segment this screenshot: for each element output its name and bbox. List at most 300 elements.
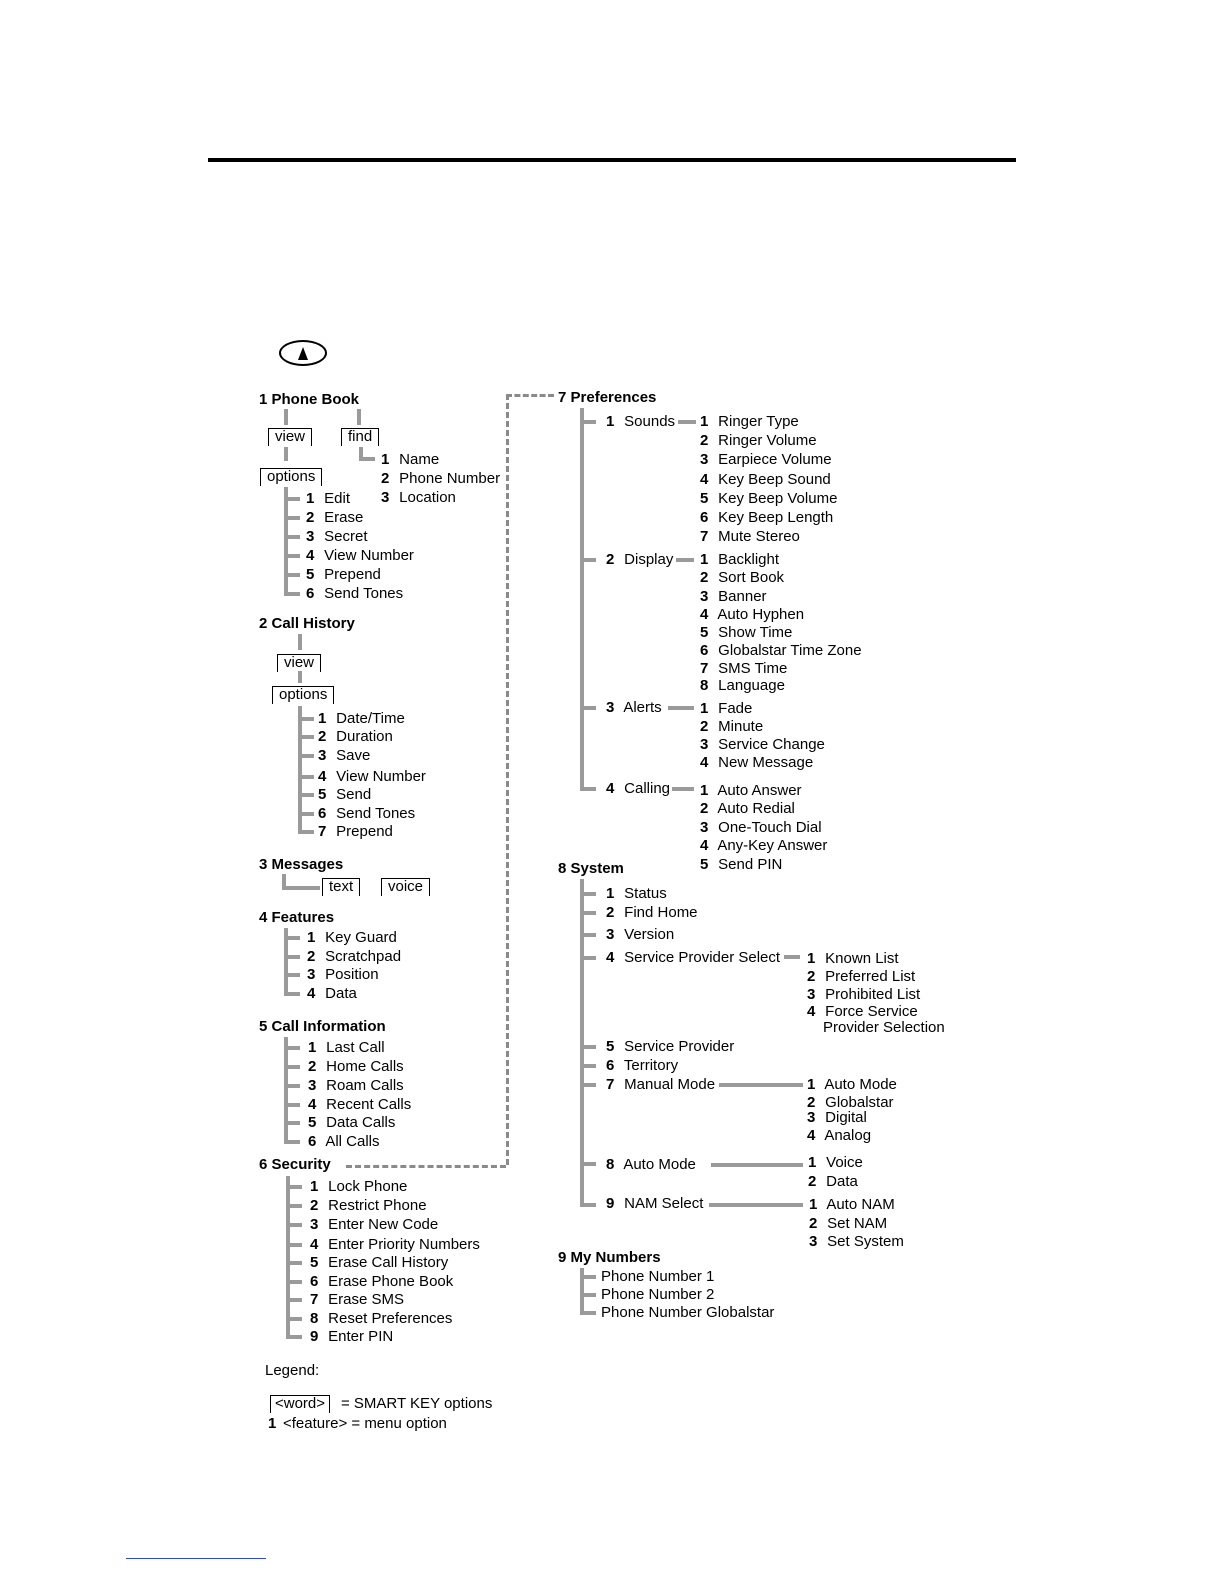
connector — [298, 634, 302, 650]
alerts-item-1 — [700, 700, 752, 718]
menu-item-number: 3 — [310, 1216, 319, 1233]
menu-item-label: Mute Stereo — [714, 528, 800, 545]
dashed-connector — [506, 394, 509, 1165]
connector — [284, 573, 300, 577]
call-info-item-5 — [308, 1114, 395, 1132]
menu-item-number: 1 — [808, 1154, 817, 1171]
legend-smart-key-sample: <word> — [270, 1395, 330, 1413]
menu-item-label: Set System — [823, 1233, 904, 1250]
my-number-item: Phone Number 1 — [601, 1268, 715, 1285]
menu-item-label: Data Calls — [322, 1114, 396, 1131]
menu-item-label: Force Service — [821, 1003, 918, 1020]
sounds-item-2 — [700, 432, 817, 450]
menu-item-label: Globalstar Time Zone — [714, 642, 862, 659]
connector — [672, 787, 694, 791]
menu-item-label: Enter New Code — [324, 1216, 439, 1233]
connector — [286, 1204, 302, 1208]
menu-item-label: Restrict Phone — [324, 1197, 427, 1214]
menu-item-label: Duration — [332, 728, 393, 745]
feature-item-1 — [307, 929, 397, 947]
connector — [580, 1083, 596, 1087]
menu-item-number: 6 — [606, 1057, 615, 1074]
menu-item-number: 2 — [381, 470, 390, 487]
connector — [284, 535, 300, 539]
connector — [580, 892, 596, 896]
menu-item-number: 3 — [700, 819, 709, 836]
features-title: 4 Features — [259, 909, 335, 926]
menu-item-number: 7 — [310, 1291, 319, 1308]
menu-item-number: 3 — [807, 986, 816, 1003]
menu-item-label: Secret — [320, 528, 368, 545]
menu-item-label: Auto Mode — [821, 1076, 897, 1093]
menu-item-number: 4 — [700, 606, 709, 623]
menu-item-label: Service Provider — [620, 1038, 735, 1055]
menu-item-label: Name — [395, 451, 440, 468]
nam-item-3 — [809, 1233, 904, 1251]
menu-item-number: 3 — [807, 1109, 816, 1126]
call-history-option-1 — [318, 710, 405, 728]
menu-item-label: Calling — [620, 780, 671, 797]
menu-item-label: Enter PIN — [324, 1328, 394, 1345]
menu-item-label: Auto Answer — [714, 782, 802, 799]
connector — [784, 955, 800, 959]
menu-item-label: SMS Time — [714, 660, 788, 677]
menu-item-label: Location — [395, 489, 456, 506]
menu-item-number: 4 — [807, 1003, 816, 1020]
menu-item-label: Prepend — [332, 823, 393, 840]
call-history-option-4 — [318, 768, 426, 786]
menu-item-label: Voice — [822, 1154, 863, 1171]
menu-item-number: 5 — [606, 1038, 615, 1055]
connector — [580, 558, 596, 562]
connector — [284, 1046, 300, 1050]
menu-item-number: 1 — [307, 929, 316, 946]
feature-item-3 — [307, 966, 379, 984]
menu-item-number: 1 — [381, 451, 390, 468]
menu-item-label: Find Home — [620, 904, 698, 921]
menu-item-label: Edit — [320, 490, 351, 507]
menu-item-number: 1 — [606, 885, 615, 902]
find-item-2 — [381, 470, 500, 488]
call-info-item-1 — [308, 1039, 385, 1057]
call-history-option-2 — [318, 728, 393, 746]
footer-link-underline — [126, 1558, 266, 1559]
legend-title: Legend: — [265, 1362, 320, 1379]
menu-item-number: 4 — [700, 471, 709, 488]
find-item-3 — [381, 489, 456, 507]
menu-item-number: 9 — [606, 1195, 615, 1212]
menu-item-number: 1 — [807, 1076, 816, 1093]
connector — [286, 1176, 290, 1339]
menu-item-label: View Number — [332, 768, 426, 785]
system-item-5 — [606, 1038, 734, 1056]
connector — [298, 754, 314, 758]
smart-key-options: options — [272, 686, 334, 704]
connector — [284, 1084, 300, 1088]
menu-item-label: Ringer Type — [714, 413, 799, 430]
menu-item-number: 3 — [700, 736, 709, 753]
menu-item-label: NAM Select — [620, 1195, 704, 1212]
display-item-4 — [700, 606, 804, 624]
display-item-2 — [700, 569, 784, 587]
menu-item-number: 6 — [318, 805, 327, 822]
calling-item-4 — [700, 837, 827, 855]
connector — [580, 1162, 596, 1166]
connector — [298, 735, 314, 739]
phone-book-option-4 — [306, 547, 414, 565]
display-item-8 — [700, 677, 785, 695]
sounds-item-5 — [700, 490, 837, 508]
menu-item-label: Recent Calls — [322, 1096, 412, 1113]
menu-item-label: Send Tones — [320, 585, 404, 602]
auto-mode-item-1 — [808, 1154, 863, 1172]
call-history-option-5 — [318, 786, 371, 804]
connector — [298, 671, 302, 683]
legend-menu-desc: <feature> = menu option — [283, 1415, 447, 1432]
connector — [580, 911, 596, 915]
security-item-7 — [310, 1291, 404, 1309]
alerts-item-2 — [700, 718, 763, 736]
menu-item-label: Version — [620, 926, 675, 943]
menu-item-number: 4 — [308, 1096, 317, 1113]
menu-item-label: Key Beep Volume — [714, 490, 838, 507]
connector — [298, 830, 314, 834]
menu-item-number: 5 — [700, 490, 709, 507]
call-info-item-2 — [308, 1058, 404, 1076]
connector — [286, 1335, 302, 1339]
system-item-6 — [606, 1057, 678, 1075]
security-item-9 — [310, 1328, 393, 1346]
service-provider-select-submenu — [606, 949, 780, 967]
menu-item-number: 2 — [308, 1058, 317, 1075]
menu-item-label: Any-Key Answer — [714, 837, 828, 854]
connector — [298, 793, 314, 797]
menu-item-label: Send PIN — [714, 856, 783, 873]
menu-item-number: 1 — [700, 782, 709, 799]
feature-item-4 — [307, 985, 357, 1003]
calling-submenu — [606, 780, 670, 798]
connector — [284, 973, 300, 977]
menu-item-number: 2 — [606, 551, 615, 568]
menu-item-label: Phone Number — [395, 470, 501, 487]
menu-item-label: Status — [620, 885, 667, 902]
manual-mode-submenu — [606, 1076, 715, 1094]
menu-item-number: 5 — [306, 566, 315, 583]
menu-item-number: 4 — [310, 1236, 319, 1253]
menu-item-label: Sort Book — [714, 569, 785, 586]
connector — [284, 1037, 288, 1143]
nam-item-2 — [809, 1215, 887, 1233]
display-submenu — [606, 551, 673, 569]
connector — [286, 1261, 302, 1265]
menu-item-number: 3 — [306, 528, 315, 545]
menu-item-label: Data — [822, 1173, 858, 1190]
menu-item-number: 4 — [700, 837, 709, 854]
connector — [286, 1243, 302, 1247]
menu-item-label: Territory — [620, 1057, 679, 1074]
connector — [284, 992, 300, 996]
smart-key-text: text — [322, 878, 360, 896]
top-rule — [208, 158, 1016, 162]
phone-book-option-5 — [306, 566, 381, 584]
menu-item-label: Preferred List — [821, 968, 916, 985]
menu-item-label: One-Touch Dial — [714, 819, 822, 836]
menu-item-number: 8 — [606, 1156, 615, 1173]
display-item-1 — [700, 551, 779, 569]
menu-item-number: 6 — [700, 642, 709, 659]
menu-item-label: Globalstar — [821, 1094, 894, 1111]
system-title: 8 System — [558, 860, 624, 877]
menu-item-label: Display — [620, 551, 674, 568]
menu-item-label: All Calls — [322, 1133, 380, 1150]
menu-item-number: 1 — [306, 490, 315, 507]
menu-item-label: Service Change — [714, 736, 825, 753]
sps-item-4-continued: Provider Selection — [823, 1019, 945, 1036]
menu-item-label: Scratchpad — [321, 948, 402, 965]
menu-item-label: Manual Mode — [620, 1076, 716, 1093]
menu-item-number: 2 — [809, 1215, 818, 1232]
call-history-option-3 — [318, 747, 370, 765]
connector — [719, 1083, 803, 1087]
calling-item-5 — [700, 856, 782, 874]
my-number-item: Phone Number 2 — [601, 1286, 715, 1303]
menu-item-label: Erase — [320, 509, 364, 526]
find-item-1 — [381, 451, 439, 469]
menu-item-number: 4 — [306, 547, 315, 564]
phone-book-option-3 — [306, 528, 368, 546]
calling-item-2 — [700, 800, 795, 818]
menu-item-number: 2 — [807, 968, 816, 985]
menu-item-number: 5 — [700, 856, 709, 873]
menu-item-label: Fade — [714, 700, 753, 717]
connector — [284, 554, 300, 558]
connector — [580, 1045, 596, 1049]
connector — [284, 936, 300, 940]
connector — [286, 1280, 302, 1284]
menu-item-number: 2 — [307, 948, 316, 965]
menu-item-label: Analog — [821, 1127, 872, 1144]
menu-item-number: 1 — [700, 700, 709, 717]
menu-item-label: Erase Phone Book — [324, 1273, 454, 1290]
menu-item-number: 3 — [307, 966, 316, 983]
menu-item-label: Minute — [714, 718, 764, 735]
connector — [298, 812, 314, 816]
menu-item-label: Language — [714, 677, 785, 694]
connector — [284, 955, 300, 959]
menu-item-label: Key Guard — [321, 929, 397, 946]
menu-item-number: 7 — [318, 823, 327, 840]
legend-smart-key-desc: = SMART KEY options — [341, 1395, 493, 1412]
menu-item-label: Erase Call History — [324, 1254, 449, 1271]
security-item-8 — [310, 1310, 452, 1328]
menu-item-number: 4 — [700, 754, 709, 771]
connector — [357, 409, 361, 425]
connector — [580, 706, 596, 710]
menu-item-label: Backlight — [714, 551, 780, 568]
connector — [286, 1298, 302, 1302]
menu-item-label: Position — [321, 966, 379, 983]
security-item-6 — [310, 1273, 453, 1291]
connector — [668, 706, 694, 710]
connector — [286, 1185, 302, 1189]
call-information-title: 5 Call Information — [259, 1018, 386, 1035]
menu-item-number: 6 — [310, 1273, 319, 1290]
menu-item-number: 2 — [310, 1197, 319, 1214]
calling-item-1 — [700, 782, 802, 800]
menu-item-number: 6 — [308, 1133, 317, 1150]
connector — [284, 516, 300, 520]
menu-item-label: Send — [332, 786, 372, 803]
menu-item-number: 1 — [308, 1039, 317, 1056]
menu-item-label: Send Tones — [332, 805, 416, 822]
alerts-item-4 — [700, 754, 813, 772]
menu-item-number: 1 — [318, 710, 327, 727]
menu-item-label: Prohibited List — [821, 986, 921, 1003]
connector — [580, 956, 596, 960]
menu-item-label: Set NAM — [823, 1215, 888, 1232]
menu-item-number: 5 — [308, 1114, 317, 1131]
menu-nav-key-icon — [279, 340, 327, 366]
security-title: 6 Security — [259, 1156, 331, 1173]
dashed-connector — [506, 394, 554, 397]
menu-item-number: 2 — [318, 728, 327, 745]
menu-item-number: 3 — [318, 747, 327, 764]
sounds-item-4 — [700, 471, 831, 489]
connector — [284, 1121, 300, 1125]
connector — [284, 1065, 300, 1069]
connector — [298, 775, 314, 779]
call-history-option-7 — [318, 823, 393, 841]
menu-item-number: 4 — [318, 768, 327, 785]
menu-item-label: Enter Priority Numbers — [324, 1236, 480, 1253]
manual-mode-item-1 — [807, 1076, 897, 1094]
security-item-5 — [310, 1254, 448, 1272]
call-info-item-3 — [308, 1077, 404, 1095]
menu-item-number: 3 — [606, 699, 615, 716]
connector — [286, 1317, 302, 1321]
menu-item-label: Show Time — [714, 624, 793, 641]
connector — [580, 787, 596, 791]
menu-item-label: Data — [321, 985, 357, 1002]
menu-item-number: 1 — [807, 950, 816, 967]
menu-item-label: Erase SMS — [324, 1291, 405, 1308]
menu-item-number: 2 — [306, 509, 315, 526]
menu-item-number: 3 — [308, 1077, 317, 1094]
menu-item-number: 1 — [700, 551, 709, 568]
menu-item-number: 2 — [808, 1173, 817, 1190]
smart-key-view: view — [268, 428, 312, 446]
sps-item-2 — [807, 968, 915, 986]
connector — [284, 1140, 300, 1144]
messages-title: 3 Messages — [259, 856, 344, 873]
my-numbers-title: 9 My Numbers — [558, 1249, 661, 1266]
connector — [580, 933, 596, 937]
menu-item-label: Known List — [821, 950, 899, 967]
menu-item-number: 6 — [700, 509, 709, 526]
sounds-item-7 — [700, 528, 800, 546]
connector — [580, 1311, 596, 1315]
sps-item-1 — [807, 950, 899, 968]
menu-item-label: Ringer Volume — [714, 432, 817, 449]
menu-item-number: 4 — [606, 780, 615, 797]
manual-mode-item-3 — [807, 1109, 867, 1127]
menu-item-label: Auto Redial — [714, 800, 795, 817]
smart-key-options: options — [260, 468, 322, 486]
sounds-item-6 — [700, 509, 833, 527]
menu-item-label: New Message — [714, 754, 814, 771]
menu-item-label: Auto Hyphen — [714, 606, 805, 623]
menu-item-label: Digital — [821, 1109, 867, 1126]
alerts-submenu — [606, 699, 662, 717]
connector — [284, 447, 288, 461]
menu-item-label: Sounds — [620, 413, 676, 430]
menu-item-number: 1 — [700, 413, 709, 430]
security-item-3 — [310, 1216, 438, 1234]
menu-item-label: Auto Mode — [620, 1156, 696, 1173]
phone-book-option-6 — [306, 585, 403, 603]
menu-item-number: 3 — [809, 1233, 818, 1250]
connector — [284, 497, 300, 501]
menu-item-number: 3 — [606, 926, 615, 943]
menu-item-number: 4 — [606, 949, 615, 966]
connector — [676, 558, 694, 562]
menu-item-number: 4 — [307, 985, 316, 1002]
menu-item-number: 2 — [700, 718, 709, 735]
menu-item-label: Alerts — [620, 699, 662, 716]
smart-key-voice: voice — [381, 878, 430, 896]
security-item-2 — [310, 1197, 427, 1215]
connector — [284, 409, 288, 425]
sps-item-3 — [807, 986, 920, 1004]
system-item-1 — [606, 885, 667, 903]
connector — [678, 420, 696, 424]
nam-select-submenu — [606, 1195, 703, 1213]
connector — [284, 1103, 300, 1107]
preferences-title: 7 Preferences — [558, 389, 657, 406]
menu-item-number: 8 — [310, 1310, 319, 1327]
calling-item-3 — [700, 819, 822, 837]
phone-book-option-1 — [306, 490, 350, 508]
security-item-4 — [310, 1236, 480, 1254]
call-info-item-6 — [308, 1133, 380, 1151]
smart-key-view: view — [277, 654, 321, 672]
menu-item-number: 3 — [700, 451, 709, 468]
sounds-item-1 — [700, 413, 799, 431]
connector — [282, 886, 320, 890]
connector — [298, 717, 314, 721]
sounds-item-3 — [700, 451, 832, 469]
connector — [284, 592, 300, 596]
menu-item-label: Key Beep Sound — [714, 471, 831, 488]
menu-item-label: Banner — [714, 588, 767, 605]
menu-item-label: Last Call — [322, 1039, 385, 1056]
menu-item-number: 7 — [700, 660, 709, 677]
menu-item-number: 5 — [700, 624, 709, 641]
menu-item-label: Service Provider Select — [620, 949, 781, 966]
display-item-3 — [700, 588, 767, 606]
menu-item-number: 2 — [700, 432, 709, 449]
alerts-item-3 — [700, 736, 825, 754]
connector — [580, 1293, 596, 1297]
auto-mode-submenu — [606, 1156, 696, 1174]
menu-item-number: 8 — [700, 677, 709, 694]
my-number-item: Phone Number Globalstar — [601, 1304, 775, 1321]
connector — [580, 879, 584, 1207]
security-item-1 — [310, 1178, 407, 1196]
connector — [580, 1064, 596, 1068]
nam-item-1 — [809, 1196, 895, 1214]
menu-item-label: View Number — [320, 547, 414, 564]
